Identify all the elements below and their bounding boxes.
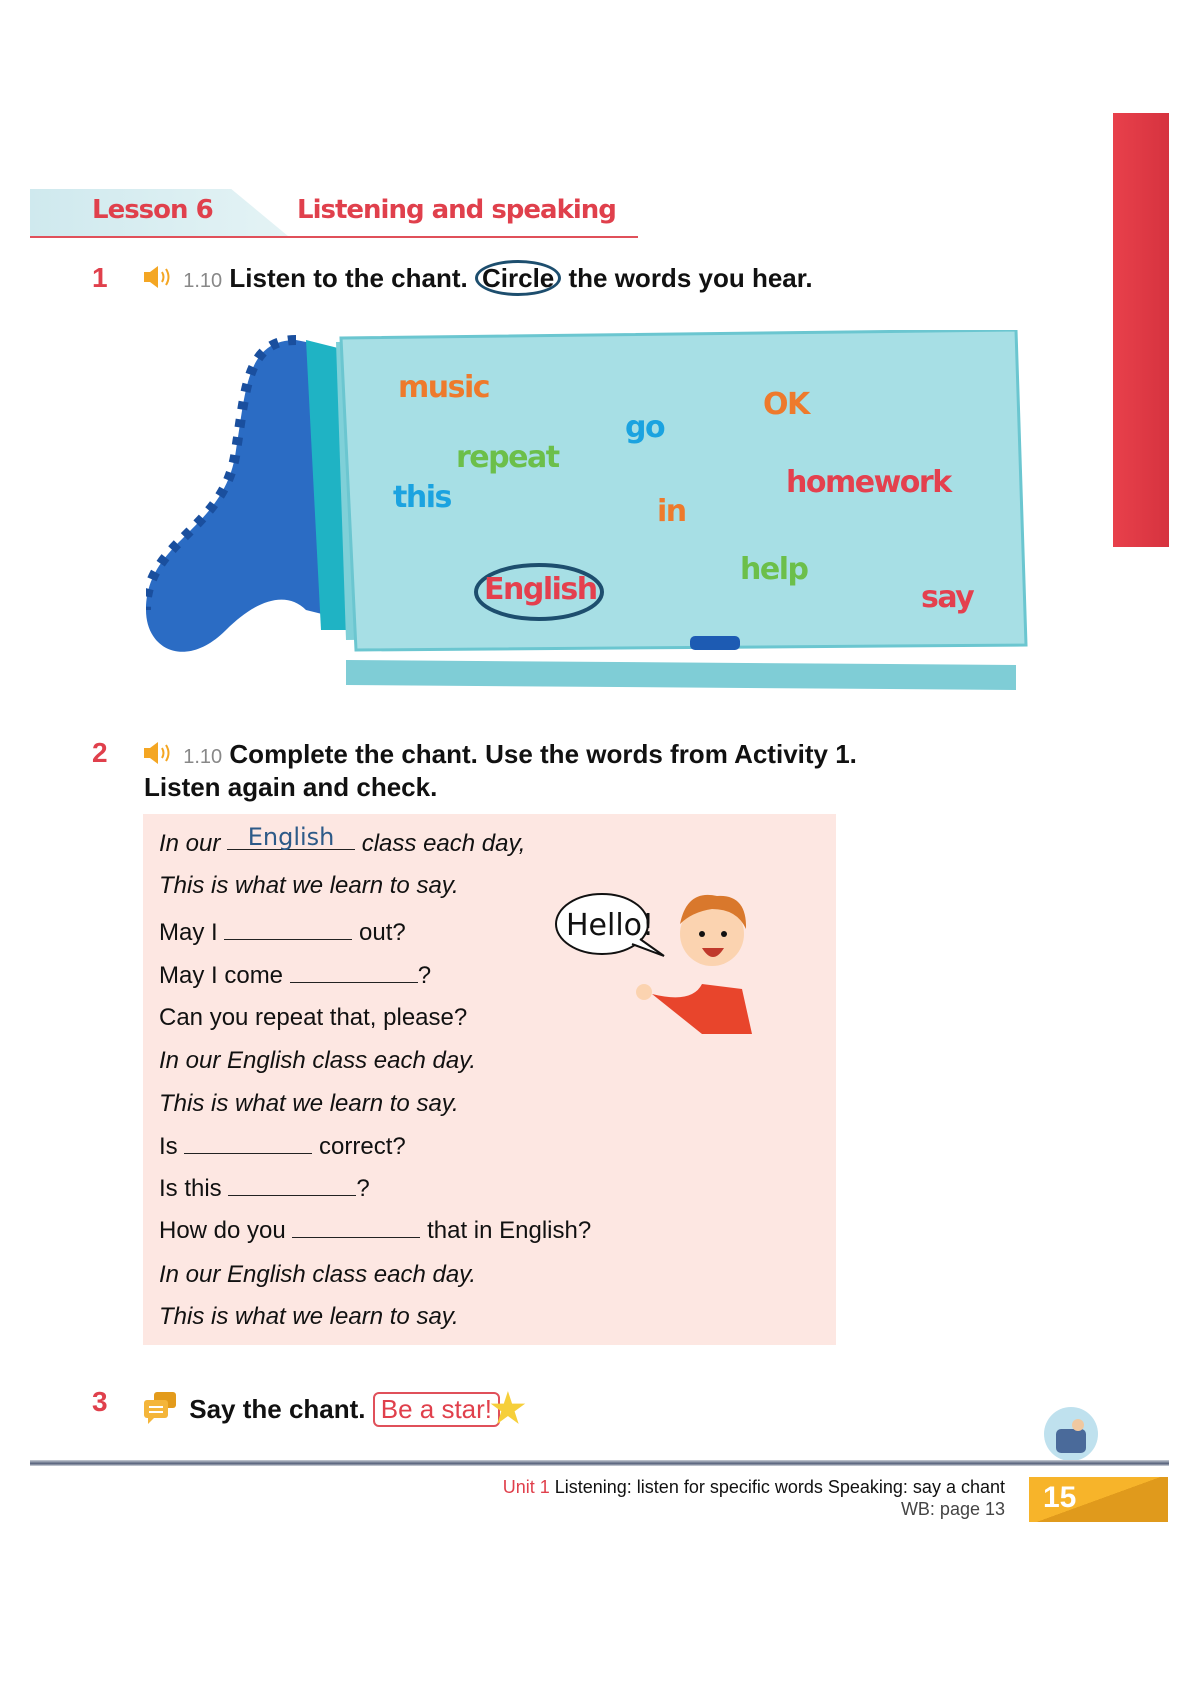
- chant-line: In our English class each day.: [159, 1261, 477, 1288]
- chant-line: How do you that in English?: [159, 1217, 592, 1244]
- word-homework[interactable]: homework: [786, 465, 951, 500]
- side-tab: [1113, 113, 1169, 547]
- boy-illustration: [552, 884, 772, 1034]
- speech-bubble-text: Hello!: [566, 908, 655, 943]
- instruction-text: Listen again and check.: [144, 772, 438, 802]
- track-number: 1.10: [183, 270, 223, 292]
- chant-line: Is correct?: [159, 1133, 406, 1160]
- answer-blank[interactable]: [290, 961, 418, 983]
- activity-number: 2: [92, 737, 108, 768]
- chant-box: [143, 814, 836, 1345]
- word-music[interactable]: music: [398, 370, 490, 405]
- answer-blank[interactable]: [228, 1174, 356, 1196]
- lesson-number: Lesson 6: [92, 195, 213, 225]
- answer-blank[interactable]: [292, 1216, 420, 1238]
- instruction-text: Listen to the chant.: [229, 263, 468, 293]
- footer-description: [503, 1477, 1005, 1498]
- lesson-header: [30, 189, 638, 238]
- be-a-star-badge: Be a star!: [373, 1392, 500, 1427]
- workbook-reference: WB: page 13: [900, 1499, 1005, 1519]
- globe-kids-icon: [1042, 1405, 1100, 1463]
- instruction-text: Say the chant.: [189, 1394, 366, 1424]
- answer-blank[interactable]: [184, 1132, 312, 1154]
- chant-line: This is what we learn to say.: [159, 1090, 459, 1117]
- chant-line: Is this ?: [159, 1175, 370, 1202]
- chant-line: In our English class each day.: [159, 1047, 477, 1074]
- circle-word: Circle: [475, 260, 561, 296]
- chant-line: May I come ?: [159, 962, 432, 989]
- instruction-text: the words you hear.: [568, 263, 813, 293]
- word-english-circled[interactable]: English: [484, 572, 597, 607]
- star-icon: ★: [490, 1387, 526, 1431]
- chant-line: This is what we learn to say.: [159, 872, 459, 899]
- speech-bubbles-icon: [142, 1392, 176, 1431]
- word-go[interactable]: go: [625, 410, 665, 445]
- chant-line: Can you repeat that, please?: [159, 1004, 468, 1031]
- activity-number: 3: [92, 1386, 108, 1417]
- activity3-instruction: [142, 1386, 526, 1432]
- chant-line: This is what we learn to say.: [159, 1303, 459, 1330]
- footer-divider: [30, 1460, 1169, 1466]
- word-in[interactable]: in: [657, 494, 686, 529]
- track-number: 1.10: [183, 746, 223, 768]
- answer-blank[interactable]: [224, 918, 352, 940]
- chant-line: In our English class each day,: [159, 823, 526, 857]
- word-help[interactable]: help: [740, 552, 808, 587]
- word-repeat[interactable]: repeat: [456, 440, 559, 475]
- speaker-icon[interactable]: [142, 264, 176, 297]
- page-number: 15: [1029, 1477, 1168, 1522]
- instruction-text: Complete the chant. Use the words from Activity 1.: [229, 739, 857, 769]
- word-ok[interactable]: OK: [763, 387, 809, 422]
- word-this[interactable]: this: [393, 480, 451, 515]
- answer-blank[interactable]: [227, 823, 355, 851]
- speaker-icon[interactable]: [142, 740, 176, 773]
- footer-skills: Listening: listen for specific words Speaking: say a chant: [554, 1477, 1005, 1497]
- activity1-instruction: [142, 263, 813, 297]
- answer-text: English: [247, 823, 335, 851]
- lesson-title: Listening and speaking: [297, 195, 616, 225]
- word-say[interactable]: say: [921, 580, 974, 615]
- chant-line: May I out?: [159, 919, 406, 946]
- activity-number: 1: [92, 262, 108, 293]
- school-bag-illustration: [146, 330, 1028, 694]
- footer-unit: Unit 1: [502, 1477, 550, 1497]
- activity2-instruction: [142, 739, 857, 773]
